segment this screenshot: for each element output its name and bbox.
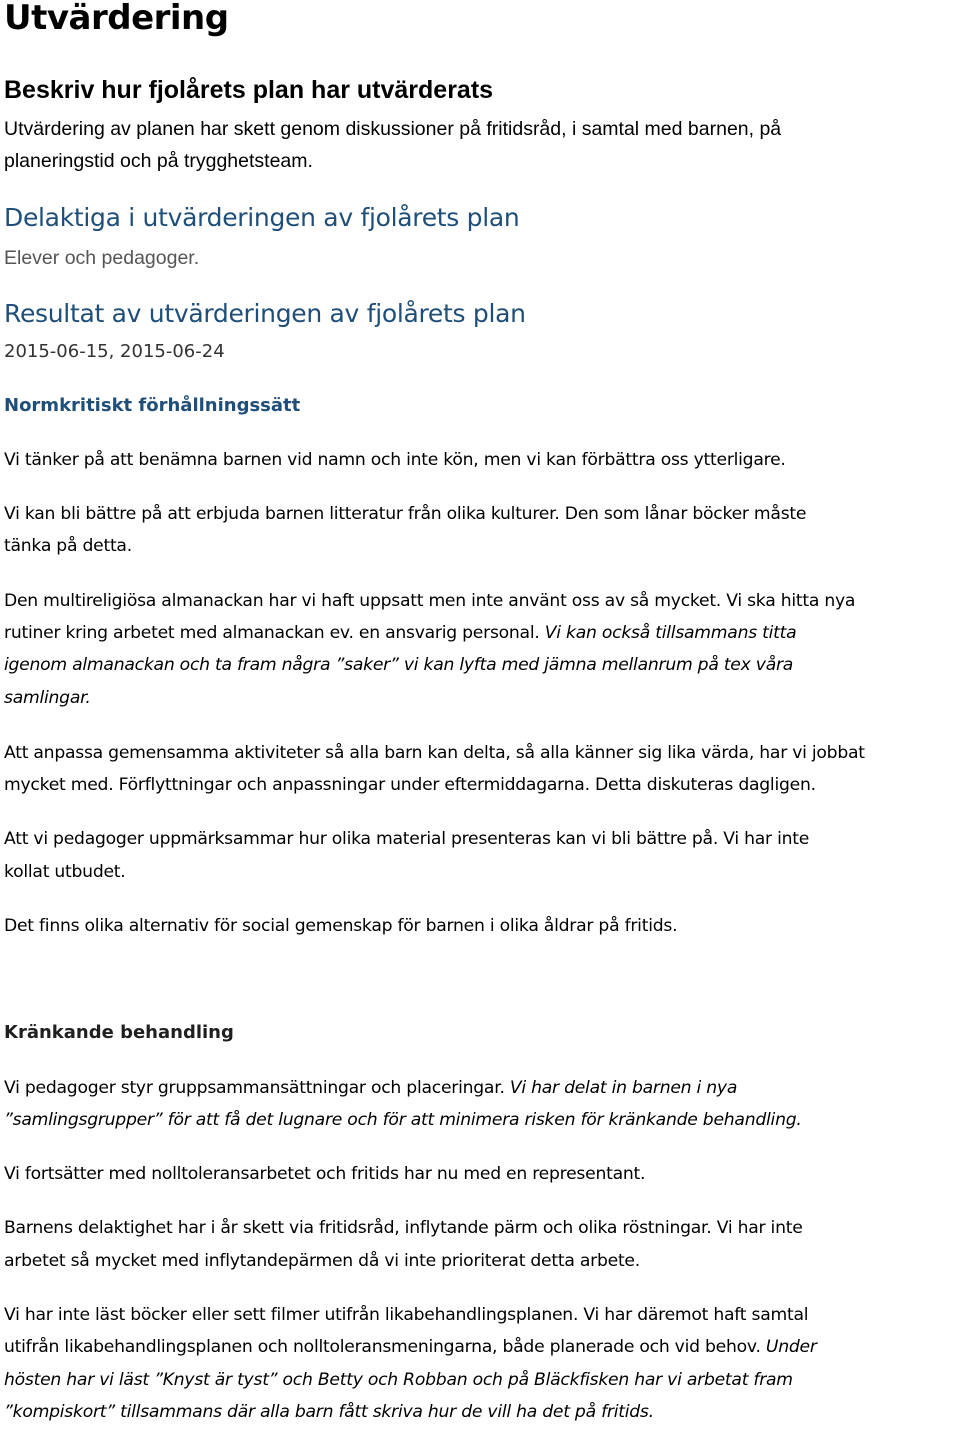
paragraph-line — [4, 1331, 960, 1364]
paragraph-line: planeringstid och på trygghetsteam. — [4, 150, 313, 172]
paragraph-line: Vi kan bli bättre på att erbjuda barnen litteratur från olika kulturer. Den som lånar böcker måste — [4, 504, 807, 524]
result-dates: 2015-06-15, 2015-06-24 — [4, 341, 225, 362]
paragraph-line: Det finns olika alternativ för social gemenskap för barnen i olika åldrar på fritids. — [4, 916, 678, 936]
paragraph-line: kollat utbudet. — [4, 862, 126, 882]
italic-text: samlingar. — [4, 688, 91, 708]
section-heading-participants: Delaktiga i utvärderingen av fjolårets plan — [4, 203, 520, 232]
italic-text: ”kompiskort” tillsammans där alla barn fått skriva hur de vill ha det på fritids. — [4, 1402, 654, 1422]
paragraph-line: mycket med. Förflyttningar och anpassningar under eftermiddagarna. Detta diskuteras dagligen. — [4, 775, 816, 795]
paragraph-line: Att vi pedagoger uppmärksammar hur olika material presenteras kan vi bli bättre på. Vi har inte — [4, 829, 810, 849]
italic-text: ”samlingsgrupper” för att få det lugnare och för att minimera risken för kränkande behandling. — [4, 1110, 802, 1130]
paragraph-line — [4, 1364, 960, 1397]
paragraph-line: Elever och pedagoger. — [4, 247, 200, 269]
paragraph-line: Att anpassa gemensamma aktiviteter så alla barn kan delta, så alla känner sig lika värda, har vi jobbat — [4, 743, 865, 763]
italic-text: Vi kan också tillsammans titta — [544, 623, 797, 643]
paragraph-line: Vi har inte läst böcker eller sett filmer utifrån likabehandlingsplanen. Vi har däremot haft samtal — [4, 1305, 809, 1325]
italic-text: Vi har delat in barnen i nya — [509, 1078, 738, 1098]
paragraph-line: Vi tänker på att benämna barnen vid namn och inte kön, men vi kan förbättra oss ytterligare. — [4, 450, 786, 470]
paragraph-line — [4, 649, 960, 682]
section-heading-results: Resultat av utvärderingen av fjolårets plan — [4, 299, 526, 328]
italic-text: igenom almanackan och ta fram några ”saker” vi kan lyfta med jämna mellanrum på tex våra — [4, 655, 794, 675]
section-heading-evaluation: Beskriv hur fjolårets plan har utvärderats — [4, 76, 494, 104]
paragraph-line: Vi fortsätter med nolltoleransarbetet och fritids har nu med en representant. — [4, 1164, 646, 1184]
paragraph-line: arbetet så mycket med inflytandepärmen då vi inte prioriterat detta arbete. — [4, 1251, 640, 1271]
paragraph-line — [4, 617, 960, 650]
italic-text: Under — [765, 1337, 817, 1357]
paragraph-line: Den multireligiösa almanackan har vi haft uppsatt men inte använt oss av så mycket. Vi ska hitta nya — [4, 591, 856, 611]
paragraph-line — [4, 682, 960, 715]
subheading-offensive-treatment: Kränkande behandling — [4, 1022, 234, 1043]
paragraph-line — [4, 1104, 960, 1137]
page-title: Utvärdering — [4, 0, 229, 38]
paragraph-line: Barnens delaktighet har i år skett via fritidsråd, inflytande pärm och olika röstningar. Vi har inte — [4, 1218, 803, 1238]
subheading-norm-critical: Normkritiskt förhållningssätt — [4, 395, 301, 416]
paragraph-line: Utvärdering av planen har skett genom diskussioner på fritidsråd, i samtal med barnen, på — [4, 118, 782, 140]
paragraph-line — [4, 1396, 960, 1429]
text-span: rutiner kring arbetet med almanackan ev. en ansvarig personal. — [4, 623, 545, 643]
italic-text: hösten har vi läst ”Knyst är tyst” och Betty och Robban och på Bläckfisken har vi arbetat fram — [4, 1370, 793, 1390]
text-span: utifrån likabehandlingsplanen och nolltoleransmeningarna, både planerade och vid behov. — [4, 1337, 766, 1357]
paragraph-line: tänka på detta. — [4, 536, 132, 556]
text-span: Vi pedagoger styr gruppsammansättningar och placeringar. — [4, 1078, 510, 1098]
paragraph-line — [4, 1072, 960, 1105]
